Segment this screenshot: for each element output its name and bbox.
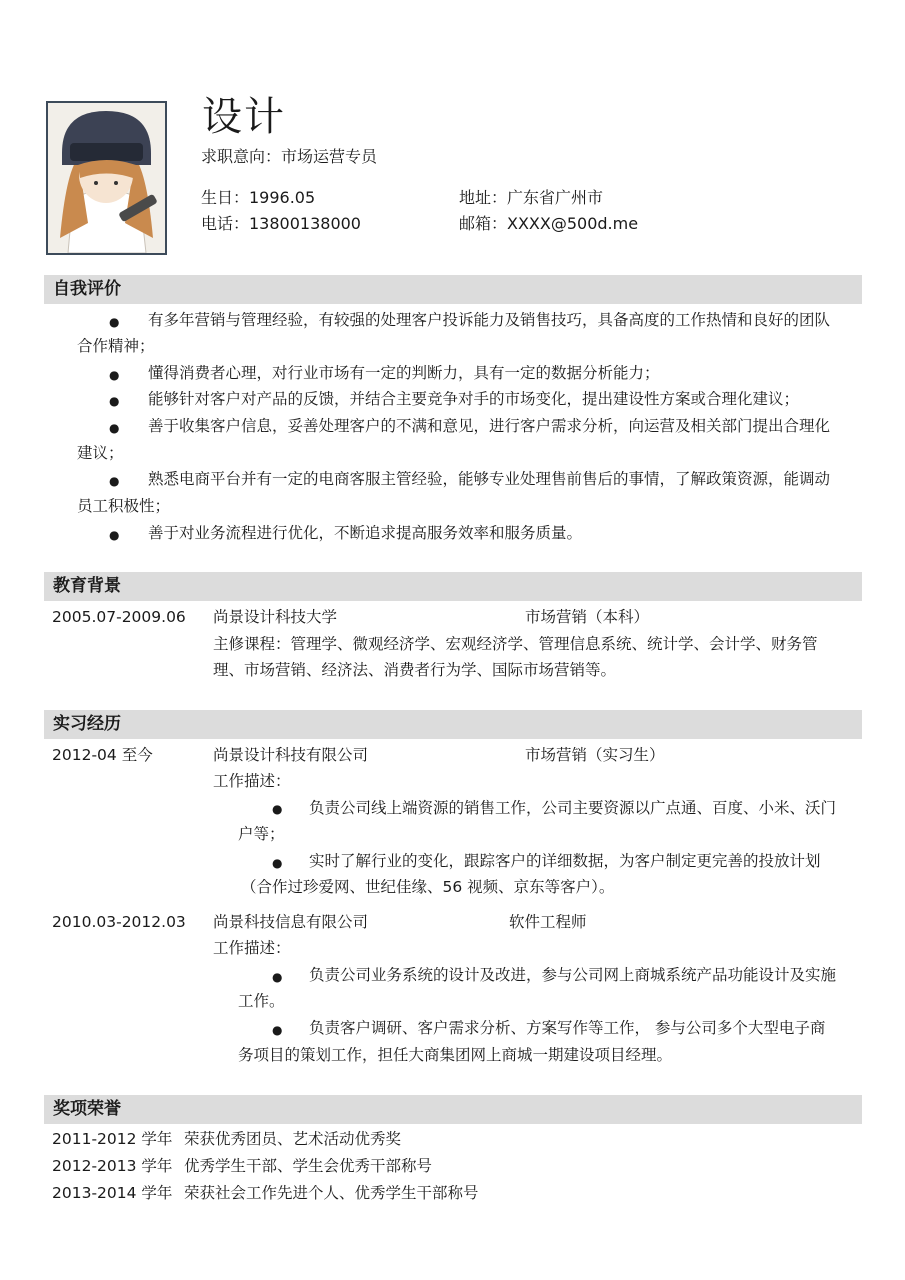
list-item-continued: 建议； <box>77 444 124 462</box>
job-desc-item-continued: 务项目的策划工作，担任大商集团网上商城一期建设项目经理。 <box>238 1046 673 1064</box>
list-item: 能够针对客户对产品的反馈，并结合主要竞争对手的市场变化，提出建设性方案或合理化建议； <box>148 390 800 408</box>
job-desc-item: 负责公司线上端资源的销售工作，公司主要资源以广点通、百度、小米、沃门 <box>309 799 837 817</box>
job-period: 2010.03-2012.03 <box>52 913 186 931</box>
award-text: 荣获优秀团员、艺术活动优秀奖 <box>184 1130 402 1148</box>
job-desc-item-continued: 户等； <box>238 825 285 843</box>
list-item: 善于收集客户信息，妥善处理客户的不满和意见，进行客户需求分析，向运营及相关部门提出合理化 <box>148 417 831 435</box>
section-title: 教育背景 <box>53 576 121 596</box>
bullet-dot-icon: ● <box>109 394 120 408</box>
job-objective: 求职意向：市场运营专员 <box>201 147 378 166</box>
email: 邮箱：XXXX@500d.me <box>459 214 639 233</box>
list-item: 懂得消费者心理，对行业市场有一定的判断力，具有一定的数据分析能力； <box>148 364 660 382</box>
education-courses: 主修课程：管理学、微观经济学、宏观经济学、管理信息系统、统计学、会计学、财务管 <box>213 635 818 653</box>
phone: 电话：13800138000 <box>201 214 361 233</box>
list-item-continued: 合作精神； <box>77 337 155 355</box>
job-role: 软件工程师 <box>509 913 587 931</box>
section-internship <box>44 710 862 739</box>
address: 地址：广东省广州市 <box>459 188 604 207</box>
job-desc-label: 工作描述： <box>213 939 291 957</box>
bullet-dot-icon: ● <box>109 315 120 329</box>
education-major: 市场营销（本科） <box>525 608 650 626</box>
education-period: 2005.07-2009.06 <box>52 608 186 626</box>
profile-photo <box>46 101 167 255</box>
section-title: 实习经历 <box>53 714 121 734</box>
job-desc-item: 负责客户调研、客户需求分析、方案写作等工作， 参与公司多个大型电子商 <box>309 1019 826 1037</box>
award-year: 2012-2013 学年 <box>52 1157 173 1175</box>
award-text: 优秀学生干部、学生会优秀干部称号 <box>184 1157 433 1175</box>
list-item: 有多年营销与管理经验，有较强的处理客户投诉能力及销售技巧，具备高度的工作热情和良好的团队 <box>148 311 831 329</box>
job-company: 尚景科技信息有限公司 <box>213 913 369 931</box>
bullet-dot-icon: ● <box>109 368 120 382</box>
section-title: 奖项荣誉 <box>53 1099 121 1119</box>
list-item-continued: 员工积极性； <box>77 497 171 515</box>
avatar-illustration <box>48 103 165 253</box>
job-desc-label: 工作描述： <box>213 772 291 790</box>
section-education <box>44 572 862 601</box>
education-courses-continued: 理、市场营销、经济法、消费者行为学、国际市场营销等。 <box>213 661 617 679</box>
section-awards <box>44 1095 862 1124</box>
job-desc-item-continued: 工作。 <box>238 992 285 1010</box>
bullet-dot-icon: ● <box>272 970 283 984</box>
award-text: 荣获社会工作先进个人、优秀学生干部称号 <box>184 1184 479 1202</box>
bullet-dot-icon: ● <box>272 1023 283 1037</box>
job-desc-item: 实时了解行业的变化，跟踪客户的详细数据，为客户制定更完善的投放计划 <box>309 852 821 870</box>
bullet-dot-icon: ● <box>109 528 120 542</box>
bullet-dot-icon: ● <box>272 856 283 870</box>
section-title: 自我评价 <box>53 279 121 299</box>
birth-date: 生日：1996.05 <box>201 188 316 207</box>
job-role: 市场营销（实习生） <box>525 746 665 764</box>
award-year: 2011-2012 学年 <box>52 1130 173 1148</box>
award-year: 2013-2014 学年 <box>52 1184 173 1202</box>
job-period: 2012-04 至今 <box>52 746 153 764</box>
bullet-dot-icon: ● <box>109 421 120 435</box>
list-item: 熟悉电商平台并有一定的电商客服主管经验，能够专业处理售前售后的事情，了解政策资源，能调动 <box>148 470 831 488</box>
list-item: 善于对业务流程进行优化，不断追求提高服务效率和服务质量。 <box>148 524 583 542</box>
job-desc-item-continued: （合作过珍爱网、世纪佳缘、56 视频、京东等客户）。 <box>241 878 615 896</box>
education-school: 尚景设计科技大学 <box>213 608 338 626</box>
job-desc-item: 负责公司业务系统的设计及改进，参与公司网上商城系统产品功能设计及实施 <box>309 966 837 984</box>
job-company: 尚景设计科技有限公司 <box>213 746 369 764</box>
section-self-evaluation <box>44 275 862 304</box>
bullet-dot-icon: ● <box>272 802 283 816</box>
applicant-name: 设计 <box>202 94 286 140</box>
bullet-dot-icon: ● <box>109 474 120 488</box>
